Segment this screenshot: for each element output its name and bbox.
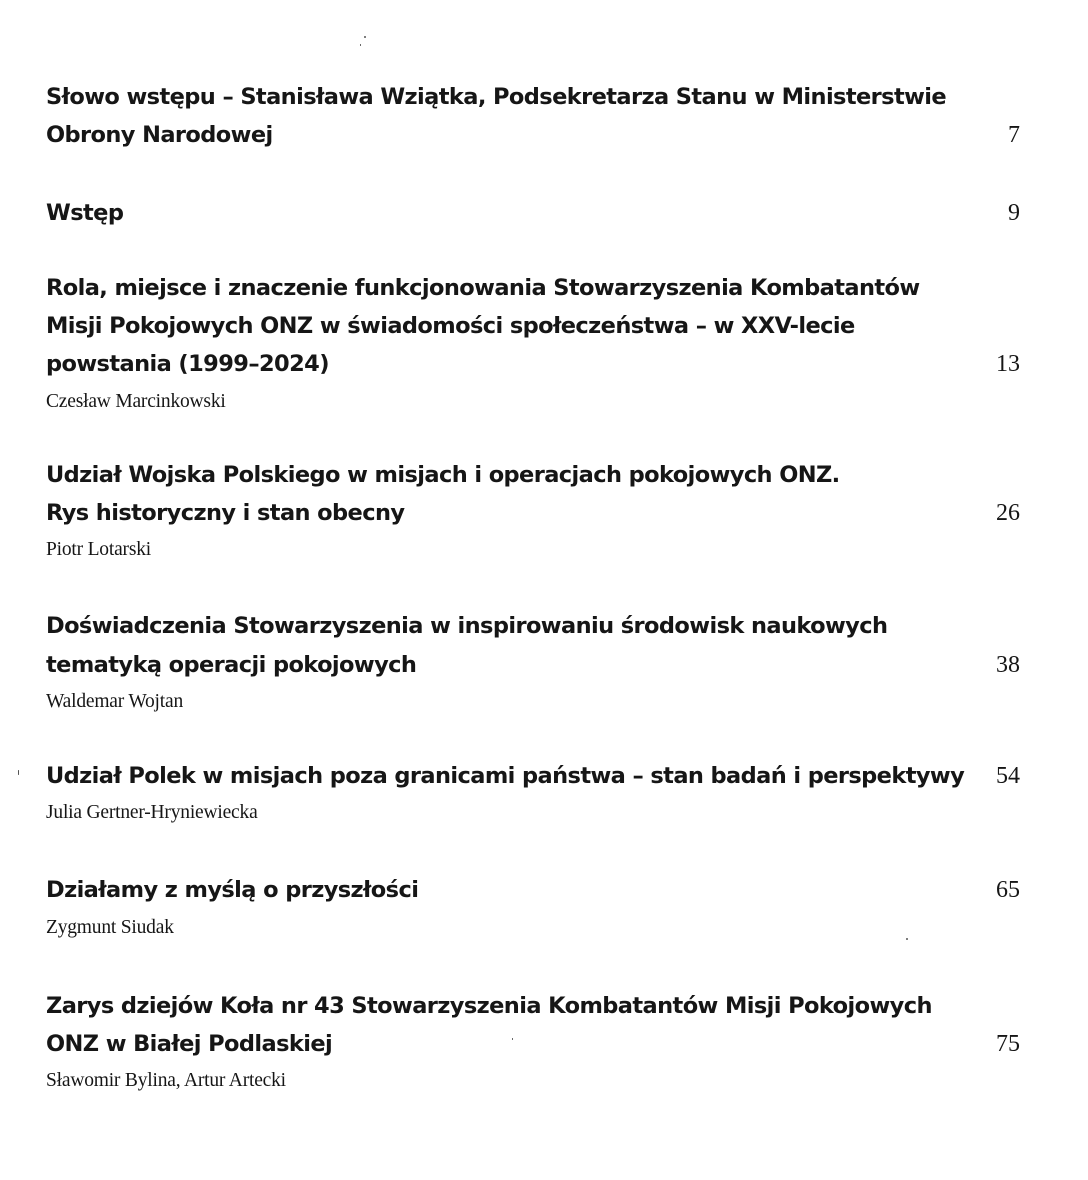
- title-line: tematyką operacji pokojowych: [46, 651, 417, 678]
- toc-entry: [46, 607, 1024, 717]
- title-line: Misji Pokojowych ONZ w świadomości społeczeństwa – w XXV-lecie: [46, 313, 855, 340]
- title-line: ONZ w Białej Podlaskiej: [46, 1030, 333, 1057]
- toc-entry-title: [46, 194, 966, 232]
- toc-page-number: 13: [996, 351, 1020, 378]
- toc-entry: [46, 78, 1024, 155]
- toc-entry: [46, 269, 1024, 417]
- toc-entry-title: [46, 871, 966, 909]
- toc-entry-author: Piotr Lotarski: [46, 539, 151, 561]
- toc-entry-title: [46, 456, 966, 533]
- toc-page-number: 7: [1008, 122, 1020, 149]
- toc-entry-author: Czesław Marcinkowski: [46, 390, 226, 412]
- scan-speck: [364, 36, 366, 38]
- scan-speck: [360, 44, 361, 46]
- title-line: Rola, miejsce i znaczenie funkcjonowania Stowarzyszenia Kombatantów: [46, 274, 920, 301]
- toc-entry-author: Waldemar Wojtan: [46, 690, 183, 712]
- toc-entry-author: Julia Gertner-Hryniewiecka: [46, 802, 258, 824]
- toc-page-number: 65: [996, 877, 1020, 904]
- title-line: Słowo wstępu – Stanisława Wziątka, Podsekretarza Stanu w Ministerstwie: [46, 84, 947, 110]
- toc-entry: [46, 987, 1024, 1097]
- toc-entry: [46, 456, 1024, 566]
- toc-page-number: 9: [1008, 199, 1020, 226]
- toc-page-number: 38: [996, 651, 1020, 678]
- title-line: Udział Wojska Polskiego w misjach i operacjach pokojowych ONZ.: [46, 461, 840, 488]
- toc-entry-title: [46, 757, 966, 795]
- title-line: Działamy z myślą o przyszłości: [46, 877, 419, 904]
- scan-speck: [18, 770, 19, 775]
- toc-entry: [46, 194, 1024, 232]
- toc-entry-title: [46, 607, 966, 684]
- title-line: Doświadczenia Stowarzyszenia w inspirowaniu środowisk naukowych: [46, 613, 888, 640]
- title-line: Zarys dziejów Koła nr 43 Stowarzyszenia Kombatantów Misji Pokojowych: [46, 992, 932, 1019]
- toc-page-number: 26: [996, 500, 1020, 527]
- toc-entry: [46, 757, 1024, 828]
- title-line: powstania (1999–2024): [46, 351, 329, 378]
- toc-entry-title: [46, 269, 966, 384]
- toc-entry-author: Zygmunt Siudak: [46, 916, 174, 938]
- table-of-contents: [46, 78, 1024, 1096]
- toc-entry-title: [46, 987, 966, 1064]
- toc-page-number: 75: [996, 1030, 1020, 1057]
- toc-entry-title: [46, 78, 966, 155]
- title-line: Obrony Narodowej: [46, 122, 273, 149]
- title-line: Udział Polek w misjach poza granicami państwa – stan badań i perspektywy: [46, 762, 965, 789]
- title-line: Wstęp: [46, 199, 124, 226]
- title-line: Rys historyczny i stan obecny: [46, 500, 405, 527]
- toc-entry-author: Sławomir Bylina, Artur Artecki: [46, 1070, 286, 1092]
- toc-entry: [46, 871, 1024, 942]
- toc-page-number: 54: [996, 762, 1020, 789]
